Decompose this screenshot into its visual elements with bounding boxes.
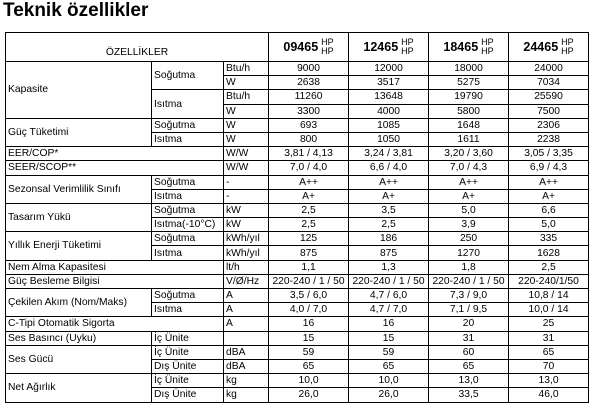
table-row xyxy=(6,62,589,76)
value-cell: 3,5 xyxy=(349,203,429,217)
value-cell: 26,0 xyxy=(269,388,349,402)
header-row xyxy=(6,33,589,62)
value-cell: 2,5 xyxy=(269,218,349,232)
value-cell: 5,0 xyxy=(429,203,509,217)
header-label: ÖZELLİKLER xyxy=(6,33,269,62)
value-cell: 13648 xyxy=(349,90,429,104)
sub-label: Isıtma xyxy=(152,90,224,118)
value-cell: 13,0 xyxy=(509,374,589,388)
value-cell: 4,0 / 7,0 xyxy=(269,303,349,317)
unit-cell: W xyxy=(224,118,269,132)
unit-cell: dBA xyxy=(224,345,269,359)
value-cell: 5275 xyxy=(429,76,509,90)
value-cell: 59 xyxy=(269,345,349,359)
value-cell: 186 xyxy=(349,232,429,246)
value-cell: 7,0 / 4,3 xyxy=(429,161,509,175)
value-cell: 125 xyxy=(269,232,349,246)
value-cell: 15 xyxy=(269,331,349,345)
row-label: Kapasite xyxy=(6,62,152,119)
value-cell: 5,0 xyxy=(509,218,589,232)
table-row xyxy=(6,345,589,359)
value-cell: 1611 xyxy=(429,132,509,146)
value-cell: 2238 xyxy=(509,132,589,146)
value-cell: 1085 xyxy=(349,118,429,132)
model-hp: HP xyxy=(401,46,414,56)
value-cell: 33,5 xyxy=(429,388,509,402)
sub-label: Isıtma xyxy=(152,189,224,203)
unit-cell: - xyxy=(224,189,269,203)
unit-cell xyxy=(224,331,269,345)
value-cell: A++ xyxy=(429,175,509,189)
row-label: Çekilen Akım (Nom/Maks) xyxy=(6,289,152,317)
value-cell: 6,6 xyxy=(509,203,589,217)
value-cell: 335 xyxy=(509,232,589,246)
sub-label: Soğutma xyxy=(152,175,224,189)
table-row xyxy=(6,317,589,331)
value-cell: 1628 xyxy=(509,246,589,260)
value-cell: 16 xyxy=(349,317,429,331)
table-row xyxy=(6,203,589,217)
sub-label: Isıtma xyxy=(152,303,224,317)
model-name: 09465 xyxy=(283,39,319,54)
value-cell: 31 xyxy=(509,331,589,345)
sub-label: Isıtma xyxy=(152,246,224,260)
value-cell: 1050 xyxy=(349,132,429,146)
row-label: Sezonsal Verimlilik Sınıfı xyxy=(6,175,152,203)
table-row xyxy=(6,175,589,189)
unit-cell: Btu/h xyxy=(224,90,269,104)
value-cell: 2638 xyxy=(269,76,349,90)
value-cell: A++ xyxy=(269,175,349,189)
model-hp: HP xyxy=(561,37,574,47)
value-cell: 3300 xyxy=(269,104,349,118)
value-cell: 1648 xyxy=(429,118,509,132)
value-cell: 3,81 / 4,13 xyxy=(269,147,349,161)
sub-label: İç Ünite xyxy=(152,345,224,359)
table-row xyxy=(6,147,589,161)
value-cell: 60 xyxy=(429,345,509,359)
spec-table xyxy=(5,32,589,403)
sub-label: Dış Ünite xyxy=(152,359,224,373)
value-cell: 1270 xyxy=(429,246,509,260)
value-cell: 7,1 / 9,5 xyxy=(429,303,509,317)
sub-label: Soğutma xyxy=(152,232,224,246)
value-cell: 3,9 xyxy=(429,218,509,232)
unit-cell: W/W xyxy=(224,147,269,161)
sub-label: Dış Ünite xyxy=(152,388,224,402)
value-cell: 13,0 xyxy=(429,374,509,388)
unit-cell: W xyxy=(224,76,269,90)
value-cell: 5800 xyxy=(429,104,509,118)
value-cell: 6,6 / 4,0 xyxy=(349,161,429,175)
value-cell: 4,7 / 6,0 xyxy=(349,289,429,303)
row-label: Ses Basıncı (Uyku) xyxy=(6,331,152,345)
table-row xyxy=(6,118,589,132)
value-cell: 2,5 xyxy=(269,203,349,217)
value-cell: 16 xyxy=(269,317,349,331)
value-cell: 25 xyxy=(509,317,589,331)
value-cell: 65 xyxy=(509,345,589,359)
table-row xyxy=(6,274,589,288)
value-cell: 800 xyxy=(269,132,349,146)
value-cell: 220-240/1/50 xyxy=(509,274,589,288)
value-cell: 65 xyxy=(269,359,349,373)
value-cell: 70 xyxy=(509,359,589,373)
value-cell: 11260 xyxy=(269,90,349,104)
value-cell: 59 xyxy=(349,345,429,359)
value-cell: 7,3 / 9,0 xyxy=(429,289,509,303)
value-cell: 24000 xyxy=(509,62,589,76)
unit-cell: lt/h xyxy=(224,260,269,274)
sub-label: Soğutma xyxy=(152,118,224,132)
unit-cell: A xyxy=(224,317,269,331)
value-cell: 4000 xyxy=(349,104,429,118)
unit-cell: W xyxy=(224,104,269,118)
value-cell: 2,5 xyxy=(349,218,429,232)
row-label: Nem Alma Kapasitesi xyxy=(6,260,224,274)
unit-cell: kg xyxy=(224,388,269,402)
value-cell: 1,8 xyxy=(429,260,509,274)
sub-label: Soğutma xyxy=(152,203,224,217)
row-label: Güç Besleme Bilgisi xyxy=(6,274,224,288)
value-cell: 9000 xyxy=(269,62,349,76)
value-cell: 875 xyxy=(349,246,429,260)
row-label: Yıllık Enerji Tüketimi xyxy=(6,232,152,260)
value-cell: 4,7 / 7,0 xyxy=(349,303,429,317)
unit-cell: kW xyxy=(224,218,269,232)
value-cell: 7034 xyxy=(509,76,589,90)
value-cell: A+ xyxy=(349,189,429,203)
table-row xyxy=(6,289,589,303)
value-cell: 220-240 / 1 / 50 xyxy=(429,274,509,288)
row-label: Tasarım Yükü xyxy=(6,203,152,231)
value-cell: 25590 xyxy=(509,90,589,104)
value-cell: 1,3 xyxy=(349,260,429,274)
unit-cell: dBA xyxy=(224,359,269,373)
unit-cell: - xyxy=(224,175,269,189)
model-name: 24465 xyxy=(523,39,559,54)
page-title: Teknik özellikler xyxy=(3,0,149,21)
value-cell: 18000 xyxy=(429,62,509,76)
unit-cell: kWh/yıl xyxy=(224,232,269,246)
value-cell: 10,0 xyxy=(349,374,429,388)
sub-label: Isıtma xyxy=(152,132,224,146)
row-label: Net Ağırlık xyxy=(6,374,152,402)
unit-cell: W xyxy=(224,132,269,146)
value-cell: 875 xyxy=(269,246,349,260)
sub-label: İç Ünite xyxy=(152,331,224,345)
table-row xyxy=(6,260,589,274)
model-hp: HP xyxy=(321,37,334,47)
model-hp: HP xyxy=(321,46,334,56)
value-cell: 46,0 xyxy=(509,388,589,402)
value-cell: 12000 xyxy=(349,62,429,76)
value-cell: A+ xyxy=(509,189,589,203)
value-cell: 19790 xyxy=(429,90,509,104)
model-hp: HP xyxy=(401,37,414,47)
value-cell: 65 xyxy=(349,359,429,373)
value-cell: 3,5 / 6,0 xyxy=(269,289,349,303)
value-cell: 10,8 / 14 xyxy=(509,289,589,303)
model-header xyxy=(429,33,509,62)
unit-cell: A xyxy=(224,289,269,303)
value-cell: 220-240 / 1 / 50 xyxy=(349,274,429,288)
table-row xyxy=(6,331,589,345)
sub-label: Soğutma xyxy=(152,62,224,90)
row-label: Güç Tüketimi xyxy=(6,118,152,146)
value-cell: 6,9 / 4,3 xyxy=(509,161,589,175)
value-cell: A+ xyxy=(429,189,509,203)
unit-cell: kW xyxy=(224,203,269,217)
row-label: C-Tipi Otomatik Sigorta xyxy=(6,317,224,331)
row-label: Ses Gücü xyxy=(6,345,152,373)
model-name: 12465 xyxy=(363,39,399,54)
value-cell: 15 xyxy=(349,331,429,345)
value-cell: 3,20 / 3,60 xyxy=(429,147,509,161)
value-cell: 20 xyxy=(429,317,509,331)
unit-cell: A xyxy=(224,303,269,317)
value-cell: 693 xyxy=(269,118,349,132)
unit-cell: Btu/h xyxy=(224,62,269,76)
value-cell: A++ xyxy=(349,175,429,189)
value-cell: 250 xyxy=(429,232,509,246)
value-cell: 3517 xyxy=(349,76,429,90)
value-cell: 2306 xyxy=(509,118,589,132)
value-cell: 65 xyxy=(429,359,509,373)
table-row xyxy=(6,232,589,246)
model-hp: HP xyxy=(481,37,494,47)
unit-cell: W/W xyxy=(224,161,269,175)
unit-cell: kWh/yıl xyxy=(224,246,269,260)
value-cell: A+ xyxy=(269,189,349,203)
model-header xyxy=(509,33,589,62)
model-hp: HP xyxy=(561,46,574,56)
row-label: SEER/SCOP** xyxy=(6,161,224,175)
sub-label: İç Ünite xyxy=(152,374,224,388)
table-row xyxy=(6,161,589,175)
model-header xyxy=(349,33,429,62)
unit-cell: kg xyxy=(224,374,269,388)
value-cell: 220-240 / 1 / 50 xyxy=(269,274,349,288)
row-label: EER/COP* xyxy=(6,147,224,161)
value-cell: 31 xyxy=(429,331,509,345)
value-cell: 10,0 / 14 xyxy=(509,303,589,317)
model-hp: HP xyxy=(481,46,494,56)
sub-label: Isıtma(-10°C) xyxy=(152,218,224,232)
value-cell: 3,24 / 3,81 xyxy=(349,147,429,161)
value-cell: 1,1 xyxy=(269,260,349,274)
model-header xyxy=(269,33,349,62)
table-row xyxy=(6,374,589,388)
unit-cell: V/Ø/Hz xyxy=(224,274,269,288)
value-cell: 3,05 / 3,35 xyxy=(509,147,589,161)
model-name: 18465 xyxy=(443,39,479,54)
value-cell: 10,0 xyxy=(269,374,349,388)
value-cell: A++ xyxy=(509,175,589,189)
value-cell: 26,0 xyxy=(349,388,429,402)
value-cell: 7500 xyxy=(509,104,589,118)
value-cell: 2,5 xyxy=(509,260,589,274)
value-cell: 7,0 / 4,0 xyxy=(269,161,349,175)
sub-label: Soğutma xyxy=(152,289,224,303)
